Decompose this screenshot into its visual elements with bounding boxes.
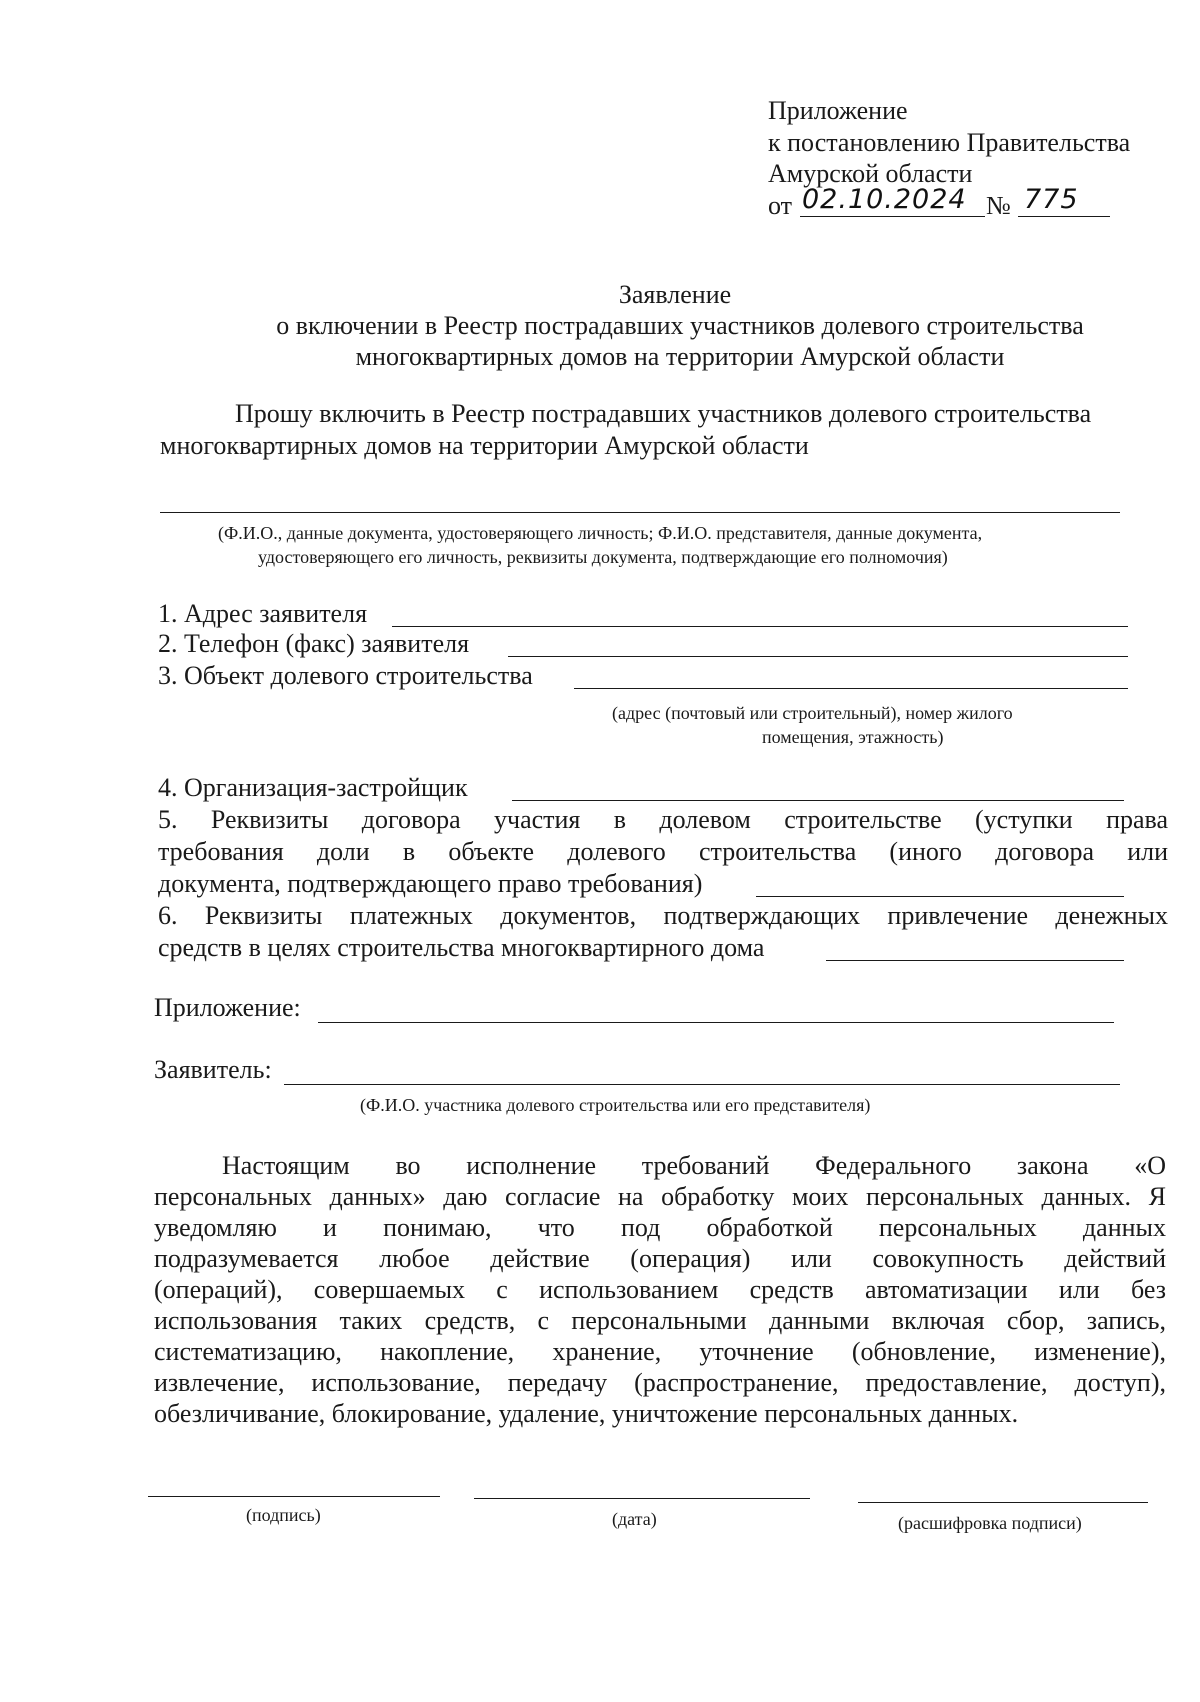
attachment-label: Приложение: <box>154 993 301 1022</box>
request-line-2: многоквартирных домов на территории Амурской области <box>160 431 809 460</box>
title-line-2: многоквартирных домов на территории Амурской области <box>355 342 1005 371</box>
consent-line-9: обезличивание, блокирование, удаление, уничтожение персональных данных. <box>154 1399 1019 1428</box>
appendix-resolution: к постановлению Правительства <box>768 128 1131 157</box>
appendix-title: Приложение <box>768 96 908 125</box>
applicant-hint: (Ф.И.О. участника долевого строительства или его представителя) <box>360 1095 871 1115</box>
fio-hint-line-1: (Ф.И.О., данные документа, удостоверяющего личность; Ф.И.О. представителя, данные документа, <box>218 523 983 543</box>
handwritten-number: 775 <box>1024 184 1079 215</box>
appendix-number-label: № <box>986 191 1011 220</box>
date-hint: (дата) <box>612 1509 657 1529</box>
field-address-line[interactable] <box>392 626 1128 627</box>
appendix-from-label: от <box>768 191 793 220</box>
attachment-line[interactable] <box>318 1022 1114 1023</box>
field-payment-line-1: 6. Реквизиты платежных документов, подтверждающих привлечение денежных <box>158 901 1168 930</box>
signature-line[interactable] <box>148 1496 440 1497</box>
consent-line-7: систематизацию, накопление, хранение, уточнение (обновление, изменение), <box>154 1337 1166 1366</box>
field-phone-line[interactable] <box>508 656 1128 657</box>
field-contract-line-3: документа, подтверждающего право требования) <box>158 869 703 898</box>
consent-line-2: персональных данных» даю согласие на обработку моих персональных данных. Я <box>154 1182 1166 1211</box>
decoding-line[interactable] <box>858 1502 1148 1503</box>
field-address-label: 1. Адрес заявителя <box>158 599 368 628</box>
field-object-label: 3. Объект долевого строительства <box>158 661 533 690</box>
consent-line-6: использования таких средств, с персональными данными включая сбор, запись, <box>154 1306 1166 1335</box>
consent-line-3: уведомляю и понимаю, что под обработкой персональных данных <box>154 1213 1166 1242</box>
signature-hint: (подпись) <box>246 1505 321 1525</box>
fio-input-line[interactable] <box>160 512 1120 513</box>
field-phone-label: 2. Телефон (факс) заявителя <box>158 629 470 658</box>
title-heading: Заявление <box>618 280 732 309</box>
field-developer-line[interactable] <box>512 800 1124 801</box>
handwritten-date: 02.10.2024 <box>802 184 967 215</box>
appendix-region: Амурской области <box>768 159 973 188</box>
consent-line-4: подразумевается любое действие (операция) или совокупность действий <box>154 1244 1166 1273</box>
applicant-label: Заявитель: <box>154 1055 272 1084</box>
field-contract-line-1: 5. Реквизиты договора участия в долевом строительстве (уступки права <box>158 805 1168 834</box>
title-line-1: о включении в Реестр пострадавших участников долевого строительства <box>276 311 1084 340</box>
consent-line-8: извлечение, использование, передачу (распространение, предоставление, доступ), <box>154 1368 1166 1397</box>
applicant-line[interactable] <box>284 1084 1120 1085</box>
request-line-1: Прошу включить в Реестр пострадавших участников долевого строительства <box>235 399 1092 428</box>
field-payment-line[interactable] <box>826 960 1124 961</box>
consent-line-1: Настоящим во исполнение требований Федерального закона «О <box>222 1151 1166 1180</box>
field-object-line[interactable] <box>574 688 1128 689</box>
fio-hint-line-2: удостоверяющего его личность, реквизиты документа, подтверждающие его полномочия) <box>258 547 948 567</box>
date-underline <box>800 216 985 217</box>
object-hint-line-1: (адрес (почтовый или строительный), номер жилого <box>612 703 1013 723</box>
field-payment-line-2: средств в целях строительства многоквартирного дома <box>158 933 765 962</box>
decoding-hint: (расшифровка подписи) <box>898 1513 1082 1533</box>
field-developer-label: 4. Организация-застройщик <box>158 773 468 802</box>
consent-line-5: (операций), совершаемых с использованием средств автоматизации или без <box>154 1275 1166 1304</box>
number-underline <box>1018 216 1110 217</box>
object-hint-line-2: помещения, этажность) <box>762 727 944 747</box>
date-line[interactable] <box>474 1498 810 1499</box>
field-contract-line[interactable] <box>756 896 1124 897</box>
field-contract-line-2: требования доли в объекте долевого строительства (иного договора или <box>158 837 1168 866</box>
